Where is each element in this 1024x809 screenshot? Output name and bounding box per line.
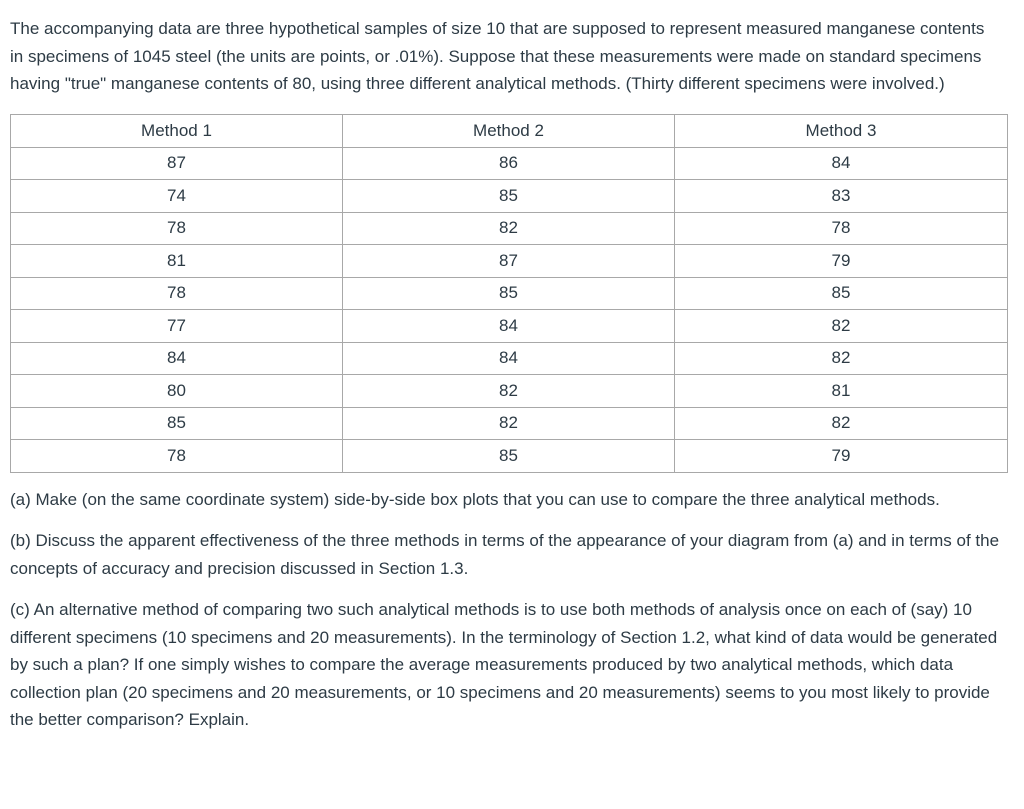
table-cell: 84 xyxy=(675,147,1008,180)
table-cell: 86 xyxy=(343,147,675,180)
header-method-1: Method 1 xyxy=(11,114,343,147)
table-cell: 84 xyxy=(11,342,343,375)
table-header-row xyxy=(11,114,1008,147)
table-cell: 87 xyxy=(343,245,675,278)
intro-paragraph: The accompanying data are three hypothetical samples of size 10 that are supposed to represent measured manganese contents in specimens of 1045 steel (the units are points, or .01%). Suppose that these measurements were made on standard specimens having "true" manganese contents of 80, using three different analytical methods. (Thirty different specimens were involved.) xyxy=(10,19,985,93)
table-cell: 84 xyxy=(343,342,675,375)
table-cell: 85 xyxy=(343,440,675,473)
table-cell: 84 xyxy=(343,310,675,343)
question-a: (a) Make (on the same coordinate system) side-by-side box plots that you can use to compare the three analytical methods. xyxy=(10,489,940,509)
table-cell: 79 xyxy=(675,440,1008,473)
table-cell: 82 xyxy=(343,407,675,440)
header-method-2: Method 2 xyxy=(343,114,675,147)
table-cell: 79 xyxy=(675,245,1008,278)
table-cell: 82 xyxy=(343,212,675,245)
table-cell: 82 xyxy=(675,310,1008,343)
table-row xyxy=(11,212,1008,245)
question-c: (c) An alternative method of comparing two such analytical methods is to use both methods of analysis once on each of (say) 10 different specimens (10 specimens and 20 measurements). In the terminology of Section 1.2, what kind of data would be generated by such a plan? If one simply wishes to compare the average measurements produced by two analytical methods, which data collection plan (20 specimens and 20 measurements, or 10 specimens and 20 measurements) seems to you most likely to provide the better comparison? Explain. xyxy=(10,600,998,729)
table-cell: 78 xyxy=(11,277,343,310)
table-cell: 78 xyxy=(675,212,1008,245)
table-cell: 85 xyxy=(675,277,1008,310)
table-row xyxy=(11,407,1008,440)
table-row xyxy=(11,440,1008,473)
table-cell: 80 xyxy=(11,375,343,408)
table-cell: 82 xyxy=(343,375,675,408)
table-cell: 81 xyxy=(675,375,1008,408)
table-cell: 77 xyxy=(11,310,343,343)
table-row xyxy=(11,277,1008,310)
table-cell: 82 xyxy=(675,342,1008,375)
table-row xyxy=(11,375,1008,408)
table-row xyxy=(11,180,1008,213)
table-cell: 83 xyxy=(675,180,1008,213)
table-cell: 87 xyxy=(11,147,343,180)
table-cell: 74 xyxy=(11,180,343,213)
table-cell: 82 xyxy=(675,407,1008,440)
table-cell: 78 xyxy=(11,212,343,245)
table-cell: 85 xyxy=(11,407,343,440)
table-cell: 78 xyxy=(11,440,343,473)
table-row xyxy=(11,342,1008,375)
header-method-3: Method 3 xyxy=(675,114,1008,147)
table-row xyxy=(11,310,1008,343)
table-row xyxy=(11,245,1008,278)
measurement-table xyxy=(10,114,1008,473)
table-cell: 81 xyxy=(11,245,343,278)
question-b: (b) Discuss the apparent effectiveness of the three methods in terms of the appearance of your diagram from (a) and in terms of the concepts of accuracy and precision discussed in Section 1.3. xyxy=(10,531,1000,578)
table-row xyxy=(11,147,1008,180)
table-cell: 85 xyxy=(343,180,675,213)
table-cell: 85 xyxy=(343,277,675,310)
